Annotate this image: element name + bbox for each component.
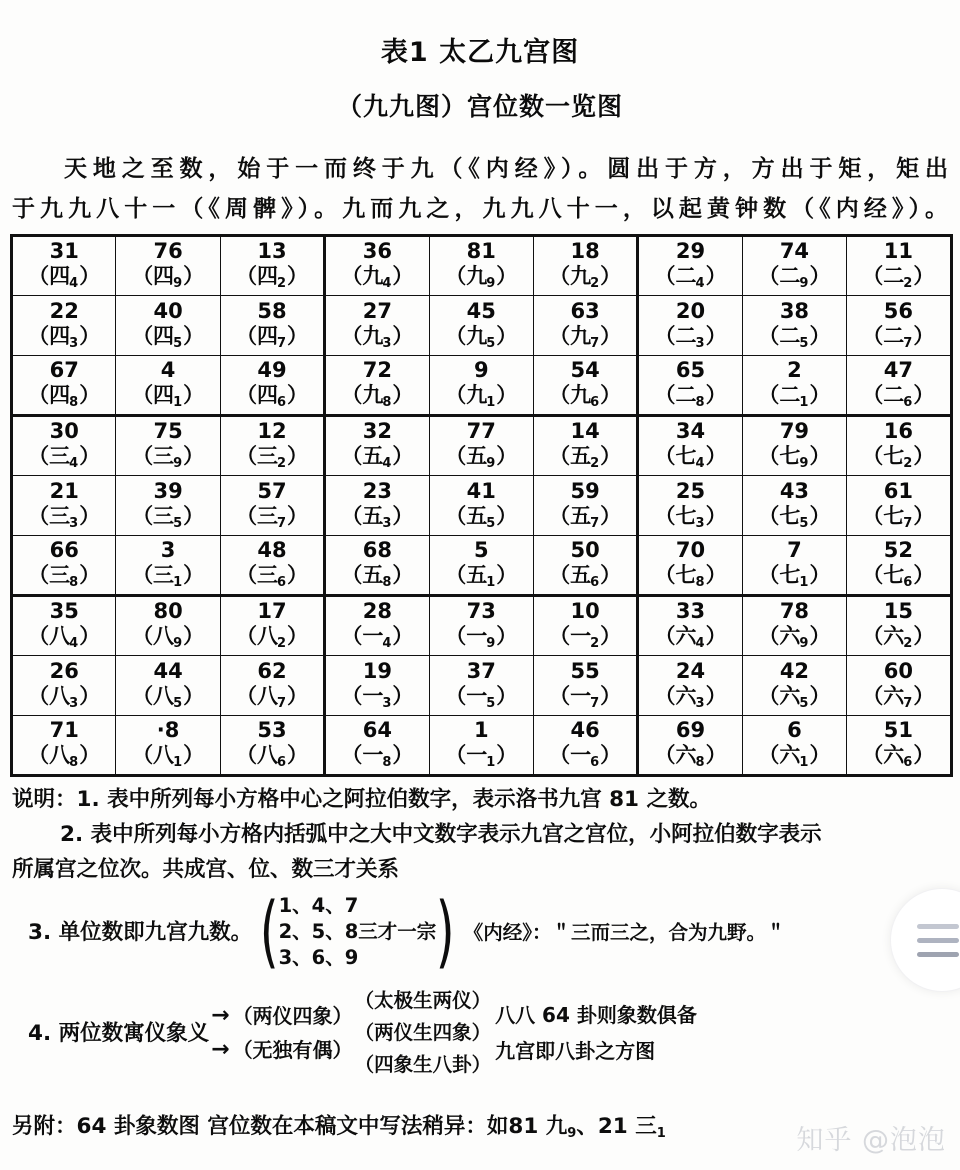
cell-number: 33: [675, 599, 706, 623]
magic-cell-25: [638, 476, 742, 536]
note-4-arrow-row-1: [211, 999, 352, 1033]
cell-number: 44: [153, 658, 183, 683]
cell-palace-position: （三$_1$）: [132, 563, 205, 590]
magic-cell-48: [220, 536, 324, 596]
magic-cell-18: [533, 236, 637, 296]
cell-number: 15: [883, 599, 913, 623]
cell-palace-position: （三$_2$）: [235, 444, 308, 471]
cell-number: 32: [362, 419, 392, 443]
cell-number: 7: [787, 538, 802, 562]
cell-number: 62: [257, 658, 287, 683]
cell-number: 52: [883, 538, 913, 562]
magic-cell-52: [847, 536, 951, 596]
magic-cell-36: [325, 236, 429, 296]
cell-number: 63: [570, 298, 600, 323]
cell-palace-position: （九$_5$）: [445, 323, 518, 351]
magic-cell-41: [429, 476, 533, 536]
cell-number: 77: [466, 419, 496, 443]
note-3-row-1: 1、4、7: [278, 894, 359, 917]
cell-number: 12: [257, 419, 287, 443]
cell-palace-position: （九$_6$）: [549, 383, 622, 410]
cell-number: 71: [49, 718, 79, 742]
cell-number: 29: [675, 239, 706, 263]
cell-number: 34: [675, 419, 706, 443]
magic-cell-59: [533, 476, 637, 536]
cell-number: 57: [257, 478, 287, 503]
cell-number: 41: [466, 478, 496, 503]
cell-number: 13: [257, 239, 287, 263]
cell-palace-position: （三$_9$）: [132, 444, 205, 471]
cell-number: 30: [49, 419, 79, 443]
magic-cell-56: [847, 296, 951, 356]
cell-number: 74: [779, 239, 810, 263]
cell-palace-position: （八$_2$）: [235, 624, 308, 651]
cell-palace-position: （一$_6$）: [549, 743, 622, 770]
cell-number: 66: [49, 538, 79, 562]
cell-palace-position: （五$_7$）: [549, 503, 622, 531]
magic-cell-63: [533, 296, 637, 356]
cell-palace-position: （二$_1$）: [758, 383, 831, 410]
magic-cell-58: [220, 296, 324, 356]
table-row: [12, 356, 952, 416]
note-3-tail: 《内经》：＂三而三之，合为九野。＂: [463, 920, 786, 944]
table-row: [12, 476, 952, 536]
table-row: [12, 416, 952, 476]
magic-cell-46: [533, 716, 637, 776]
cell-number: 78: [779, 599, 810, 623]
note-3-brace-rows: [279, 893, 437, 971]
magic-cell-79: [742, 416, 846, 476]
cell-palace-position: （四$_1$）: [132, 383, 205, 410]
watermark: 知乎 @泡泡: [796, 1125, 946, 1156]
note-4-trio-column: [355, 985, 492, 1081]
magic-cell-75: [116, 416, 220, 476]
magic-cell-13: [220, 236, 324, 296]
magic-cell-74: [742, 236, 846, 296]
magic-cell-33: [638, 596, 742, 656]
cell-palace-position: （九$_2$）: [549, 264, 622, 291]
magic-cell-50: [533, 536, 637, 596]
cell-number: 51: [883, 718, 913, 742]
cell-palace-position: （八$_9$）: [132, 624, 205, 651]
magic-cell-24: [638, 656, 742, 716]
note-last-prefix: 另附：64 卦象数图 宫位数在本稿文中写法稍异：如81 九: [12, 1114, 568, 1139]
cell-number: 73: [466, 599, 496, 623]
cell-number: 27: [362, 298, 392, 323]
cell-palace-position: （一$_3$）: [341, 683, 414, 711]
cell-palace-position: （七$_8$）: [654, 563, 727, 590]
intro-paragraph: [0, 123, 960, 229]
cell-palace-position: （一$_5$）: [445, 683, 518, 711]
cell-palace-position: （八$_6$）: [235, 743, 308, 770]
cell-palace-position: （七$_1$）: [758, 563, 831, 590]
magic-cell-10: [533, 596, 637, 656]
page-title: 表1 太乙九宫图: [380, 37, 580, 68]
cell-number: 11: [883, 239, 913, 263]
magic-cell-7: [742, 536, 846, 596]
magic-cell-11: [847, 236, 951, 296]
hamburger-icon-bar: [917, 924, 959, 929]
note-附录: [12, 1112, 666, 1145]
magic-cell-66: [12, 536, 116, 596]
cell-palace-position: （二$_2$）: [862, 264, 935, 291]
cell-palace-position: （三$_3$）: [28, 503, 101, 531]
cell-palace-position: （二$_7$）: [862, 323, 935, 351]
magic-cell-53: [220, 716, 324, 776]
cell-palace-position: （二$_8$）: [654, 383, 727, 410]
magic-cell-3: [116, 536, 220, 596]
magic-cell-55: [533, 656, 637, 716]
cell-number: ·8: [156, 718, 180, 742]
magic-cell-62: [220, 656, 324, 716]
magic-cell-17: [220, 596, 324, 656]
cell-number: 81: [466, 239, 496, 263]
magic-square-table: [10, 234, 953, 777]
cell-number: 22: [49, 298, 79, 323]
note-4-lead: 4. 两位数寓仪象义: [28, 1020, 210, 1046]
note-4-trio-item-2: （两仪生四象）: [354, 1021, 492, 1044]
note-1: 说明：1. 表中所列每小方格中心之阿拉伯数字，表示洛书九宫 81 之数。: [12, 787, 712, 812]
cell-palace-position: （八$_4$）: [28, 624, 101, 651]
cell-palace-position: （七$_7$）: [862, 503, 935, 531]
magic-cell-39: [116, 476, 220, 536]
cell-palace-position: （八$_5$）: [132, 683, 205, 711]
magic-cell-4: [116, 356, 220, 416]
cell-palace-position: （五$_8$）: [341, 563, 414, 590]
cell-palace-position: （四$_5$）: [132, 323, 205, 351]
cell-number: 58: [257, 298, 287, 323]
cell-number: 38: [779, 298, 810, 323]
magic-cell-57: [220, 476, 324, 536]
cell-palace-position: （四$_7$）: [235, 323, 308, 351]
table-row: [12, 236, 952, 296]
cell-number: 42: [779, 658, 810, 683]
cell-palace-position: （五$_5$）: [445, 503, 518, 531]
cell-number: 19: [362, 658, 392, 683]
magic-cell-71: [12, 716, 116, 776]
magic-cell-·8: [116, 716, 220, 776]
cell-number: 9: [473, 358, 489, 382]
cell-number: 26: [49, 658, 79, 683]
cell-palace-position: （六$_2$）: [862, 624, 935, 651]
table-row: [12, 716, 952, 776]
magic-cell-64: [325, 716, 429, 776]
magic-cell-68: [325, 536, 429, 596]
note-4-arrow-item-2: （无独有偶）: [232, 1038, 353, 1062]
cell-number: 31: [49, 239, 79, 263]
magic-cell-31: [12, 236, 116, 296]
cell-number: 43: [779, 478, 810, 503]
note-2-line-1: 2. 表中所列每小方格内括弧中之大中文数字表示九宫之宫位，小阿拉伯数字表示: [60, 822, 822, 847]
note-4-trio-item-3: （四象生八卦）: [354, 1053, 492, 1076]
magic-cell-60: [847, 656, 951, 716]
table-row: [12, 296, 952, 356]
cell-number: 6: [787, 718, 802, 742]
cell-palace-position: （四$_8$）: [28, 383, 101, 410]
cell-palace-position: （五$_2$）: [549, 444, 622, 471]
magic-cell-26: [12, 656, 116, 716]
magic-cell-49: [220, 356, 324, 416]
cell-number: 28: [362, 599, 392, 623]
magic-cell-51: [847, 716, 951, 776]
cell-palace-position: （八$_1$）: [132, 743, 205, 770]
magic-cell-47: [847, 356, 951, 416]
cell-number: 20: [675, 298, 706, 323]
cell-palace-position: （六$_3$）: [654, 683, 727, 711]
magic-cell-54: [533, 356, 637, 416]
cell-palace-position: （四$_9$）: [132, 264, 205, 291]
cell-number: 54: [570, 358, 600, 382]
note-last-mid: 、21 三: [576, 1114, 657, 1139]
magic-cell-6: [742, 716, 846, 776]
magic-cell-43: [742, 476, 846, 536]
page-subtitle: （九九图）宫位数一览图: [336, 92, 623, 121]
arrow-right-icon: →: [211, 1037, 230, 1062]
magic-cell-72: [325, 356, 429, 416]
cell-number: 60: [883, 658, 913, 683]
cell-palace-position: （八$_8$）: [28, 743, 101, 770]
magic-cell-42: [742, 656, 846, 716]
arrow-right-icon: →: [211, 1003, 230, 1028]
magic-cell-70: [638, 536, 742, 596]
cell-palace-position: （五$_3$）: [341, 503, 414, 531]
cell-number: 36: [362, 239, 392, 263]
table-row: [12, 536, 952, 596]
cell-number: 40: [153, 298, 183, 323]
note-4-tail-line-2: 九宫即八卦之方图: [495, 1039, 656, 1063]
cell-number: 39: [153, 478, 183, 503]
cell-palace-position: （三$_8$）: [28, 563, 101, 590]
intro-line-1: 天地之至数，始于一而终于九（《内经》）。圆出于方，方出于矩，矩出: [64, 156, 948, 182]
cell-palace-position: （六$_1$）: [758, 743, 831, 770]
magic-cell-23: [325, 476, 429, 536]
cell-palace-position: （一$_7$）: [549, 683, 622, 711]
note-4-tail-column: [495, 997, 697, 1069]
cell-number: 46: [570, 718, 600, 742]
cell-palace-position: （五$_6$）: [549, 563, 622, 590]
cell-number: 56: [883, 298, 913, 323]
cell-number: 67: [49, 358, 79, 382]
right-paren-large: ): [436, 886, 455, 977]
magic-cell-45: [429, 296, 533, 356]
cell-palace-position: （四$_4$）: [28, 264, 101, 291]
cell-number: 64: [362, 718, 392, 742]
magic-cell-5: [429, 536, 533, 596]
magic-cell-19: [325, 656, 429, 716]
magic-cell-38: [742, 296, 846, 356]
hamburger-icon-bar: [917, 952, 959, 957]
cell-number: 17: [257, 599, 287, 623]
cell-palace-position: （六$_8$）: [654, 743, 727, 770]
note-3-brace-group: [254, 886, 461, 977]
cell-number: 14: [570, 419, 600, 443]
cell-number: 2: [787, 358, 802, 382]
cell-palace-position: （七$_2$）: [862, 444, 935, 471]
magic-cell-2: [742, 356, 846, 416]
cell-palace-position: （三$_7$）: [235, 503, 308, 531]
cell-palace-position: （九$_7$）: [549, 323, 622, 351]
cell-palace-position: （六$_4$）: [654, 624, 727, 651]
cell-number: 47: [883, 358, 913, 382]
magic-cell-61: [847, 476, 951, 536]
magic-cell-29: [638, 236, 742, 296]
cell-palace-position: （四$_3$）: [28, 323, 101, 351]
note-4-trio-item-1: （太极生两仪）: [354, 989, 492, 1012]
cell-number: 76: [153, 239, 183, 263]
note-3-lead: 3. 单位数即九宫九数。: [28, 919, 253, 945]
magic-cell-16: [847, 416, 951, 476]
cell-number: 10: [570, 599, 600, 623]
cell-number: 24: [675, 658, 706, 683]
magic-cell-9: [429, 356, 533, 416]
magic-cell-32: [325, 416, 429, 476]
cell-palace-position: （六$_9$）: [758, 624, 831, 651]
cell-number: 45: [466, 298, 496, 323]
cell-number: 61: [883, 478, 913, 503]
cell-palace-position: （三$_4$）: [28, 444, 101, 471]
magic-cell-30: [12, 416, 116, 476]
cell-number: 72: [362, 358, 392, 382]
cell-palace-position: （八$_7$）: [235, 683, 308, 711]
magic-cell-12: [220, 416, 324, 476]
note-4-tail-line-1: 八八 64 卦则象数俱备: [495, 1003, 697, 1027]
magic-cell-22: [12, 296, 116, 356]
cell-palace-position: （一$_8$）: [341, 743, 414, 770]
cell-palace-position: （六$_5$）: [758, 683, 831, 711]
notes-section: [0, 782, 960, 1081]
magic-cell-15: [847, 596, 951, 656]
magic-cell-65: [638, 356, 742, 416]
note-4-arrow-row-2: [211, 1033, 352, 1067]
cell-number: 55: [570, 658, 600, 683]
cell-number: 18: [570, 239, 600, 263]
note-4-arrow-column: [211, 999, 352, 1067]
cell-palace-position: （四$_2$）: [235, 264, 308, 291]
magic-cell-81: [429, 236, 533, 296]
cell-number: 16: [883, 419, 913, 443]
cell-number: 79: [779, 419, 810, 443]
table-row: [12, 596, 952, 656]
cell-palace-position: （五$_1$）: [445, 563, 518, 590]
magic-cell-69: [638, 716, 742, 776]
note-last-sub-2: 1: [656, 1126, 666, 1141]
cell-palace-position: （七$_3$）: [654, 503, 727, 531]
cell-palace-position: （七$_6$）: [862, 563, 935, 590]
magic-cell-20: [638, 296, 742, 356]
cell-palace-position: （九$_4$）: [341, 264, 414, 291]
hamburger-icon-bar: [917, 938, 959, 943]
cell-number: 70: [675, 538, 706, 562]
cell-palace-position: （三$_6$）: [235, 563, 308, 590]
magic-cell-14: [533, 416, 637, 476]
cell-palace-position: （七$_5$）: [758, 503, 831, 531]
cell-palace-position: （一$_1$）: [445, 743, 518, 770]
cell-number: 25: [675, 478, 706, 503]
cell-number: 5: [473, 538, 489, 562]
cell-palace-position: （七$_4$）: [654, 444, 727, 471]
cell-number: 4: [160, 358, 176, 382]
note-3-row-2: 2、5、8三才一宗: [278, 920, 437, 943]
cell-palace-position: （九$_3$）: [341, 323, 414, 351]
cell-palace-position: （一$_2$）: [549, 624, 622, 651]
cell-number: 53: [257, 718, 287, 742]
cell-palace-position: （二$_3$）: [654, 323, 727, 351]
magic-cell-78: [742, 596, 846, 656]
magic-cell-73: [429, 596, 533, 656]
note-2-line-2: 所属宫之位次。共成宫、位、数三才关系: [12, 857, 400, 882]
cell-number: 1: [473, 718, 489, 742]
cell-number: 80: [153, 599, 183, 623]
magic-cell-34: [638, 416, 742, 476]
cell-number: 69: [675, 718, 706, 742]
cell-palace-position: （九$_9$）: [445, 264, 518, 291]
cell-palace-position: （五$_9$）: [445, 444, 518, 471]
cell-palace-position: （九$_8$）: [341, 383, 414, 410]
cell-palace-position: （七$_9$）: [758, 444, 831, 471]
cell-number: 35: [49, 599, 79, 623]
note-3: [0, 886, 960, 977]
magic-cell-1: [429, 716, 533, 776]
cell-number: 75: [153, 419, 183, 443]
magic-cell-27: [325, 296, 429, 356]
cell-palace-position: （一$_9$）: [445, 624, 518, 651]
note-4-arrow-item-1: （两仪四象）: [232, 1004, 353, 1028]
magic-cell-77: [429, 416, 533, 476]
cell-palace-position: （一$_4$）: [341, 624, 414, 651]
magic-cell-44: [116, 656, 220, 716]
cell-palace-position: （九$_1$）: [445, 383, 518, 410]
note-last-sub-1: 9: [567, 1126, 577, 1141]
magic-cell-28: [325, 596, 429, 656]
cell-palace-position: （三$_5$）: [132, 503, 205, 531]
cell-palace-position: （八$_3$）: [28, 683, 101, 711]
magic-cell-67: [12, 356, 116, 416]
cell-number: 59: [570, 478, 600, 503]
cell-number: 68: [362, 538, 392, 562]
left-paren-large: (: [259, 886, 279, 977]
note-3-row-3: 3、6、9: [278, 946, 359, 969]
magic-cell-76: [116, 236, 220, 296]
cell-number: 37: [466, 658, 496, 683]
cell-palace-position: （六$_6$）: [862, 743, 935, 770]
table-row: [12, 656, 952, 716]
magic-cell-35: [12, 596, 116, 656]
magic-cell-21: [12, 476, 116, 536]
cell-number: 3: [160, 538, 176, 562]
cell-palace-position: （六$_7$）: [862, 683, 935, 711]
magic-cell-40: [116, 296, 220, 356]
cell-palace-position: （五$_4$）: [341, 444, 414, 471]
cell-number: 48: [257, 538, 287, 562]
cell-palace-position: （二$_9$）: [758, 264, 831, 291]
cell-number: 50: [570, 538, 600, 562]
cell-palace-position: （二$_5$）: [758, 323, 831, 351]
cell-palace-position: （四$_6$）: [235, 383, 308, 410]
intro-line-2: 于九九八十一（《周髀》）。九而九之，九九八十一，以起黄钟数（《内经》）。: [12, 196, 948, 222]
note-4: [0, 971, 960, 1081]
cell-number: 23: [362, 478, 392, 503]
cell-number: 65: [675, 358, 706, 382]
magic-cell-80: [116, 596, 220, 656]
magic-square-table-wrap: [10, 234, 950, 774]
cell-number: 49: [257, 358, 287, 382]
magic-cell-37: [429, 656, 533, 716]
cell-palace-position: （二$_4$）: [654, 264, 727, 291]
cell-palace-position: （二$_6$）: [862, 383, 935, 410]
cell-number: 21: [49, 478, 79, 503]
